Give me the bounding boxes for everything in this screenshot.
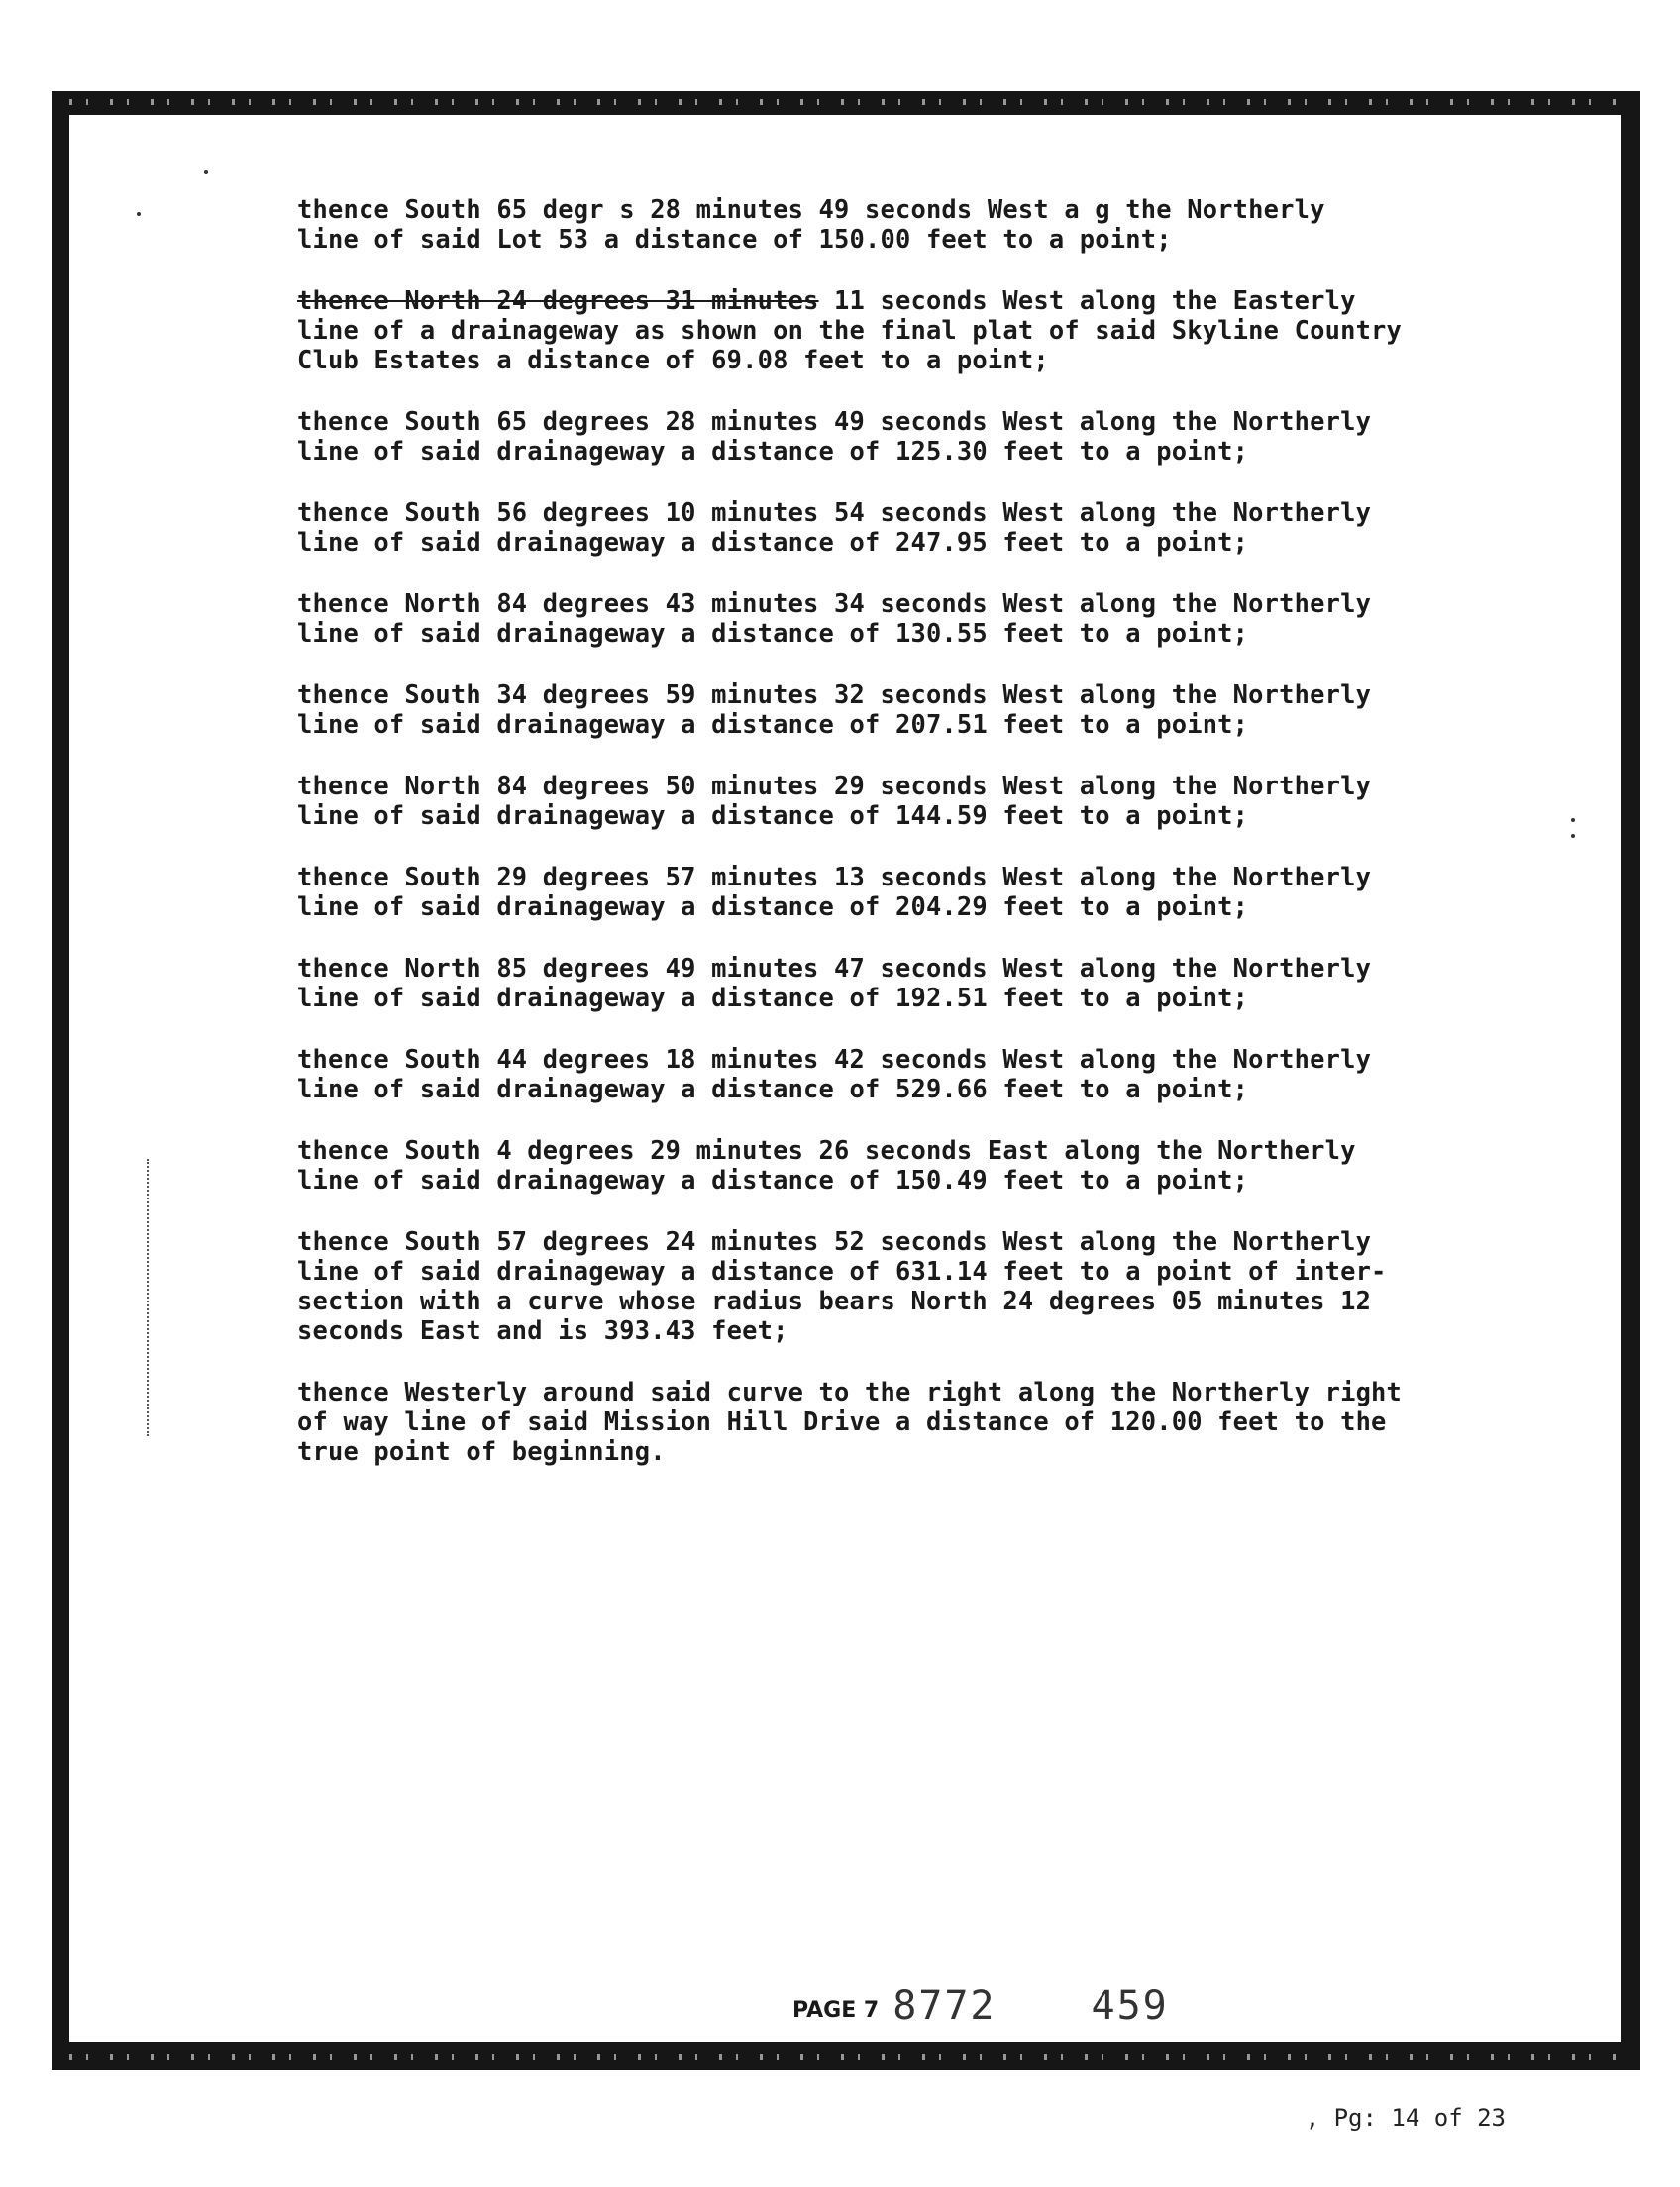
paragraph (297, 1135, 1417, 1195)
page-counter-footer: , Pg: 14 of 23 (1305, 2104, 1506, 2132)
frame-speckle-top (69, 99, 1621, 105)
paragraph-rest: line of said drainageway a distance of 529.66 feet to a point; (297, 1074, 1249, 1103)
paragraph-rest: line of said drainageway a distance of 130.55 feet to a point; (297, 618, 1249, 648)
paragraph-line1: thence North 85 degrees 49 minutes 47 seconds West along the Northerly (297, 953, 1372, 983)
paragraph-line1: thence South 65 degr s 28 minutes 49 seconds West a g the Northerly (297, 194, 1325, 224)
paragraph (297, 953, 1417, 1012)
paragraph-line1: thence South 34 degrees 59 minutes 32 seconds West along the Northerly (297, 679, 1372, 709)
paragraph-line1: thence South 56 degrees 10 minutes 54 seconds West along the Northerly (297, 497, 1372, 527)
paragraph (297, 497, 1417, 557)
legal-description-body (297, 194, 1417, 1498)
stamp-page-label: PAGE 7 (792, 1998, 880, 2023)
stamp-page-number: 459 (1091, 1983, 1169, 2029)
paragraph (297, 194, 1417, 254)
paragraph (297, 285, 1417, 374)
paragraph (297, 679, 1417, 739)
paragraph-line1: thence South 57 degrees 24 minutes 52 seconds West along the Northerly (297, 1226, 1372, 1256)
paragraph-rest: line of said drainageway a distance of 204.29 feet to a point; (297, 891, 1249, 921)
paragraph (297, 588, 1417, 648)
paragraph (297, 1226, 1417, 1345)
margin-speck (204, 170, 208, 174)
paragraph-rest: line of said drainageway a distance of 207.51 feet to a point; (297, 709, 1249, 739)
paragraph-line1-tail: 11 seconds West along the Easterly (818, 285, 1356, 315)
paragraph (297, 771, 1417, 830)
margin-speck (1571, 834, 1575, 838)
stamp-book-number: 8772 (892, 1983, 997, 2029)
paragraph-line1: thence South 44 degrees 18 minutes 42 seconds West along the Northerly (297, 1044, 1372, 1074)
paragraph-rest: line of said drainageway a distance of 631.14 feet to a point of inter- section with a curve whose radius bears North 24 degrees 05 minutes 12 seconds East and is 393.43 feet; (297, 1256, 1387, 1345)
paragraph-rest: of way line of said Mission Hill Drive a distance of 120.00 feet to the true point of beginning. (297, 1406, 1387, 1466)
margin-speck (137, 212, 141, 216)
paragraph (297, 1377, 1417, 1466)
margin-dot-marks (147, 1159, 153, 1436)
paragraph-rest: line of said drainageway a distance of 247.95 feet to a point; (297, 527, 1249, 557)
paragraph-rest: line of said drainageway a distance of 125.30 feet to a point; (297, 436, 1249, 466)
paragraph-line1: thence South 4 degrees 29 minutes 26 seconds East along the Northerly (297, 1135, 1356, 1165)
paragraph-line1: thence Westerly around said curve to the right along the Northerly right (297, 1377, 1403, 1406)
paragraph-rest: line of a drainageway as shown on the final plat of said Skyline Country Club Estates a distance of 69.08 feet to a point; (297, 315, 1403, 374)
paragraph-line1-struck: thence North 24 degrees 31 minutes (297, 285, 819, 315)
recording-stamp (792, 1969, 1169, 2029)
paragraph-line1: thence South 65 degrees 28 minutes 49 seconds West along the Northerly (297, 406, 1372, 436)
paragraph (297, 862, 1417, 921)
paragraph-rest: line of said drainageway a distance of 150.49 feet to a point; (297, 1165, 1249, 1195)
paragraph (297, 406, 1417, 466)
paragraph-line1: thence South 29 degrees 57 minutes 13 seconds West along the Northerly (297, 862, 1372, 891)
frame-speckle-bottom (69, 2054, 1621, 2060)
paragraph-line1: thence North 84 degrees 50 minutes 29 seconds West along the Northerly (297, 771, 1372, 800)
paragraph (297, 1044, 1417, 1103)
paragraph-line1: thence North 84 degrees 43 minutes 34 seconds West along the Northerly (297, 588, 1372, 618)
paragraph-rest: line of said Lot 53 a distance of 150.00 feet to a point; (297, 224, 1172, 254)
paragraph-rest: line of said drainageway a distance of 192.51 feet to a point; (297, 983, 1249, 1012)
paragraph-rest: line of said drainageway a distance of 144.59 feet to a point; (297, 800, 1249, 830)
margin-speck (1571, 818, 1575, 822)
